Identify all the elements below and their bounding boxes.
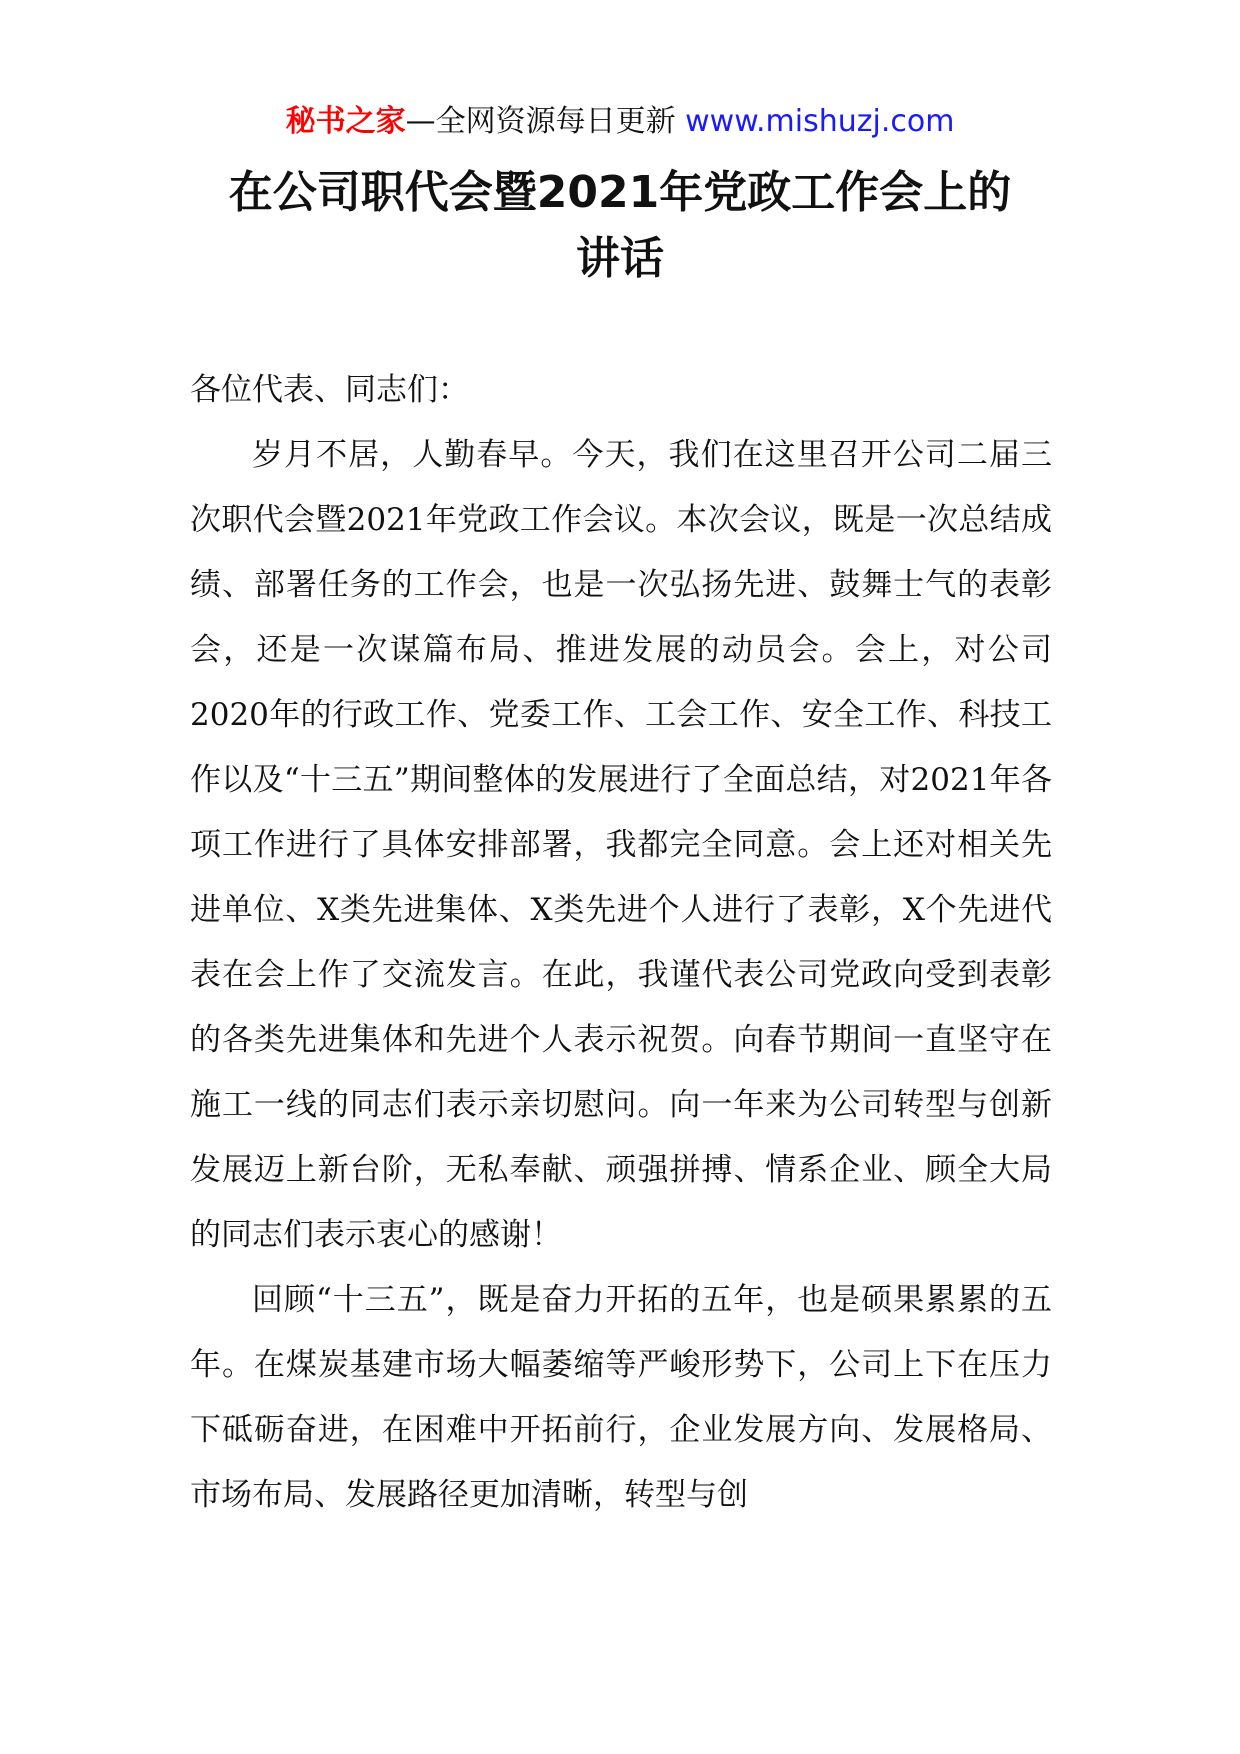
document-body	[190, 358, 1052, 1528]
document-title-line-1: 在公司职代会暨2021年党政工作会上的	[228, 167, 1012, 218]
document-title-line-2: 讲话	[576, 233, 664, 284]
site-url-link[interactable]: www.mishuzj.com	[685, 104, 955, 139]
site-slogan: —全网资源每日更新	[405, 104, 676, 139]
document-title	[190, 160, 1050, 292]
site-header	[0, 102, 1240, 142]
site-brand: 秘书之家	[285, 104, 406, 139]
body-paragraph-2: 回顾“十三五”，既是奋力开拓的五年，也是硕果累累的五年。在煤炭基建市场大幅萎缩等严峻形势下，公司上下在压力下砥砺奋进，在困难中开拓前行，企业发展方向、发展格局、市场布局、发展路径更加清晰，转型与创	[190, 1282, 1052, 1513]
salutation: 各位代表、同志们：	[190, 372, 469, 408]
body-paragraph-1: 岁月不居，人勤春早。今天，我们在这里召开公司二届三次职代会暨2021年党政工作会议。本次会议，既是一次总结成绩、部署任务的工作会，也是一次弘扬先进、鼓舞士气的表彰会，还是一次谋篇布局、推进发展的动员会。会上，对公司2020年的行政工作、党委工作、工会工作、安全工作、科技工作以及“十三五”期间整体的发展进行了全面总结，对2021年各项工作进行了具体安排部署，我都完全同意。会上还对相关先进单位、X类先进集体、X类先进个人进行了表彰，X个先进代表在会上作了交流发言。在此，我谨代表公司党政向受到表彰的各类先进集体和先进个人表示祝贺。向春节期间一直坚守在施工一线的同志们表示亲切慰问。向一年来为公司转型与创新发展迈上新台阶，无私奉献、顽强拼搏、情系企业、顾全大局的同志们表示衷心的感谢！	[190, 437, 1052, 1253]
